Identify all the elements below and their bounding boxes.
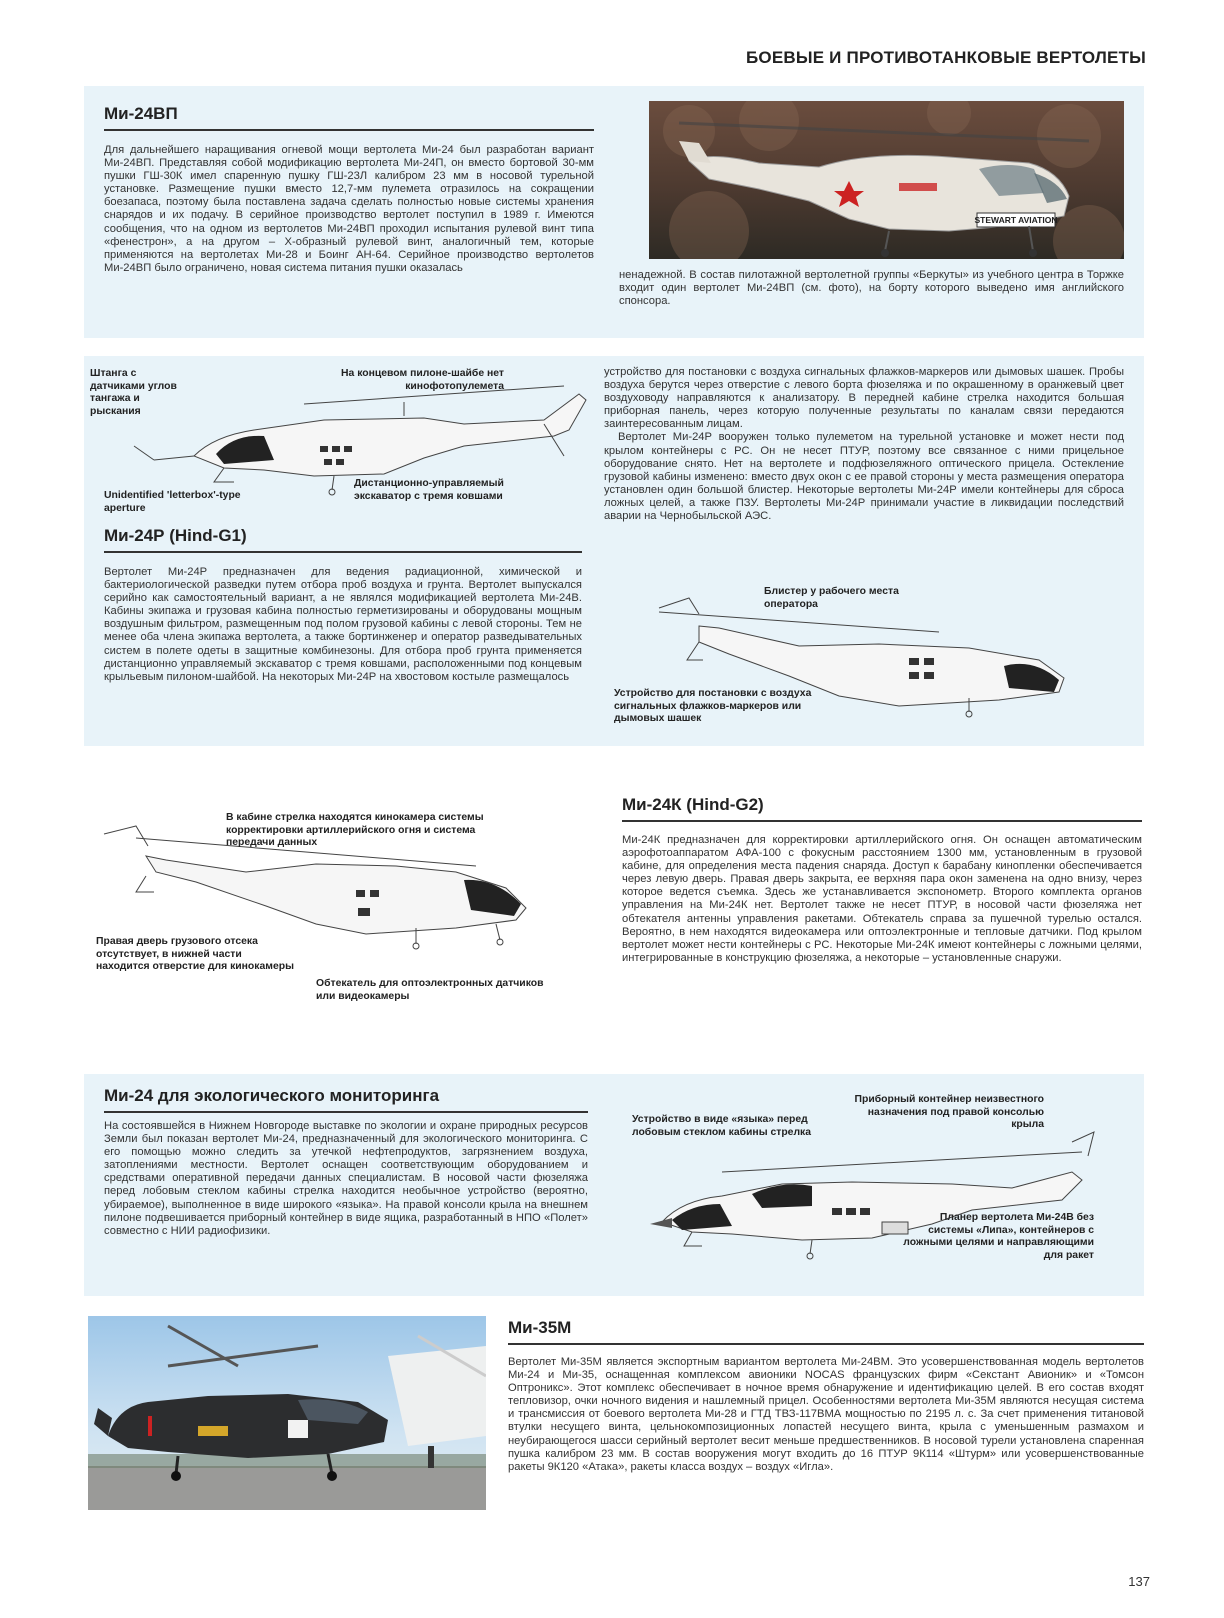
section-title-mi24r: Ми-24Р (Hind-G1)	[104, 526, 582, 553]
mi24vp-photo-image	[649, 101, 1124, 259]
callout-door: Правая дверь грузового отсека отсутствует, в нижней части находится отверстие для кинокамеры	[96, 936, 294, 972]
callout-fairing: Обтекатель для оптоэлектронных датчиков или видеокамеры	[316, 978, 544, 1002]
mi24r-text-right	[604, 366, 1124, 523]
section-title-mi24eco: Ми-24 для экологического мониторинга	[104, 1086, 588, 1113]
page-number: 137	[1128, 1574, 1150, 1589]
running-head: БОЕВЫЕ И ПРОТИВОТАНКОВЫЕ ВЕРТОЛЕТЫ	[746, 48, 1146, 67]
section-title-mi35m: Ми-35М	[508, 1318, 1144, 1345]
callout-blister: Блистер у рабочего места оператора	[764, 586, 899, 610]
callout-excavator: Дистанционно-управляемый экскаватор с тремя ковшами	[354, 478, 504, 502]
mi24r-text-right-p2: Вертолет Ми-24Р вооружен только пулеметом на турельной установке и может нести под крылом контейнеры с РС. Он не несет ПТУР, поэтому все связанное с ними прицельное оборудование снято. Нет на вертолете и подфюзеляжного оптического прицела. Остекление грузовой кабины изменено: вместо двух окон с ее правой стороны у места размещения оператора установлен один большой блистер. Некоторые вертолеты Ми-24Р имели контейнеры для сброса ложных целей, а также ПЗУ. Вертолеты Ми-24Р принимали участие в ликвидации последствий аварии на Чернобыльской АЭС.	[604, 431, 1124, 523]
callout-camera: В кабине стрелка находятся кинокамера системы корректировки артиллерийского огня и система передачи данных	[226, 812, 484, 848]
photo-caption: STEWART AVIATION	[974, 215, 1058, 225]
callout-container: Приборный контейнер неизвестного назначения под правой консолью крыла	[854, 1094, 1044, 1130]
callout-flags: Устройство для постановки с воздуха сигнальных флажков-маркеров или дымовых шашек	[614, 688, 812, 724]
mi24r-text-left: Вертолет Ми-24Р предназначен для ведения радиационной, химической и бактериологической разведки путем отбора проб воздуха и грунта. Вертолет выпускался серийно как самостоятельный вариант, а не являлся модификацией вертолета Ми-24В. Кабины экипажа и грузовая кабина полностью герметизированы и оборудованы мощным воздушным фильтром, размещенным под полом грузовой кабины с левой стороны. Тем не менее оба члена экипажа вертолета, а также бортинженер и оператор разведывательных систем в полете одеты в защитные комбинезоны. Для отбора проб грунта применяется дистанционно управляемый экскаватор с тремя ковшами, расположенными под концевым крыльевым пилоном-шайбой. На некоторых Ми-24Р на хвостовом костыле размещалось	[104, 566, 582, 683]
mi35m-photo-image	[88, 1316, 486, 1510]
mi24eco-text: На состоявшейся в Нижнем Новгороде выставке по экологии и охране природных ресурсов Земли был показан вертолет Ми-24, предназначенный для экологического мониторинга. С его помощью можно следить за утечкой нефтепродуктов, загрязнением воздуха, затоплениями местности. Вертолет оснащен соответствующим оборудованием и средствами оперативной передачи данных специалистам. В носовой части фюзеляжа перед лобовым стеклом кабины стрелка находится необычное устройство (вероятно, убираемое), выполненное в виде широкого «языка». На правой консоли крыла на внешнем пилоне подвешивается приборный контейнер в виде ящика, разработанный в НПО «Полет» совместно с НИИ радиофизики.	[104, 1120, 588, 1237]
panel-mi24vp	[84, 86, 1144, 338]
section-title-mi24vp: Ми-24ВП	[104, 104, 594, 131]
mi24vp-text-right: ненадежной. В состав пилотажной вертолетной группы «Беркуты» из учебного центра в Торжке входит один вертолет Ми-24ВП (см. фото), на борту которого выведено имя английского спонсора.	[619, 269, 1124, 308]
panel-mi24r	[84, 356, 1144, 746]
mi24vp-photo	[649, 101, 1124, 259]
mi24vp-text-left: Для дальнейшего наращивания огневой мощи вертолета Ми-24 был разработан вариант Ми-24ВП. Представляя собой модификацию вертолета Ми-24П, он вместо бортовой 30-мм пушки ГШ-30К имел спаренную пушку ГШ-23Л калибром 23 мм в носовой турельной установке. Размещение пушки вместо 12,7-мм пулемета отразилось на сокращении боезапаса, поэтому была поставлена задача сделать полностью новые системы хранения снарядов и их подачу. В серийное производство вертолет поступил в 1989 г. Имеются сообщения, что на одном из вертолетов Ми-24ВП проходил испытания рулевой винт типа «фенестрон», а на другом – Х-образный рулевой винт, аналогичный тем, которые применяются на вертолетах Ми-28 и Боинг АН-64. Серийное производство вертолетов Ми-24ВП было ограничено, новая система питания пушки оказалась	[104, 144, 594, 274]
callout-boom: Штанга с датчиками углов тангажа и рыскания	[90, 368, 177, 417]
callout-aperture: Unidentified 'letterbox'-type aperture	[104, 490, 241, 514]
mi24k-text: Ми-24К предназначен для корректировки артиллерийского огня. Он оснащен автоматическим аэрофотоаппаратом АФА-100 с фокусным расстоянием 1300 мм, установленным в грузовой кабине, для определения места падения снаряда. Доступ к барабану кинопленки обеспечивается через левую дверь. Правая дверь закрыта, ее верхняя пара окон заменена на одно внизу, через которое ведется съемка. Здесь же устанавливается экспонометр. Второго комплекта органов управления на Ми-24К нет. Вертолет также не несет ПТУР, в носовой части фюзеляжа нет обтекателя антенны управления ракетами. Обтекатель справа за пушечной турелью остался. Вероятно, в нем находятся видеокамера или оптоэлектронные и тепловые датчики. Под крылом вертолет может нести контейнеры с РС. Некоторые Ми-24К имеют контейнеры с ложными целями, интегрированные в конструкцию фюзеляжа, а некоторые – установленные снаружи.	[622, 834, 1142, 964]
mi35m-text: Вертолет Ми-35М является экспортным вариантом вертолета Ми-24ВМ. Это усовершенствованная модель вертолетов Ми-24 и Ми-35, оснащенная комплексом авионики NOCAS французских фирм «Секстант Авионик» и «Томсон Оптроникс». Этот комплекс обеспечивает в ночное время обнаружение и идентификацию целей. В его состав входят тепловизор, очки ночного видения и нашлемный прицел. Особенностями вертолета Ми-35М являются несущая система и трансмиссия от боевого вертолета Ми-28 и ГТД ТВЗ-117ВМА мощностью по 2195 л. с. За счет применения титановой втулки несущего винта, цельнокомпозиционных лопастей несущего винта, крыла с уменьшенным размахом и неубирающегося шасси серийный вертолет весит меньше предшественников. В носовой турели установлена спаренная пушка калибром 23 мм. В состав вооружения могут входить до 16 ПТУР 9К114 «Штурм» или усовершенствованные ракеты 9К120 «Атака», ракеты класса воздух – воздух «Игла».	[508, 1356, 1144, 1473]
panel-mi24eco	[84, 1074, 1144, 1296]
mi24r-text-right-p1: устройство для постановки с воздуха сигнальных флажков-маркеров или дымовых шашек. Пробы воздуха берутся через отверстие с левого борта фюзеляжа и по окрашенному в оранжевый цвет воздуховоду направляются к анализатору. В передней кабине стрелка находится большая приборная панель, через которую полученные результаты по каналам связи передаются заинтересованным лицам.	[604, 366, 1124, 431]
callout-airframe: Планер вертолета Ми-24В без системы «Липа», контейнеров с ложными целями и направляющими для ракет	[903, 1212, 1094, 1261]
callout-tongue: Устройство в виде «языка» перед лобовым стеклом кабины стрелка	[632, 1114, 812, 1138]
callout-pylon: На концевом пилоне-шайбе нет кинофотопулемета	[341, 368, 504, 392]
mi35m-photo	[88, 1316, 486, 1510]
section-title-mi24k: Ми-24К (Hind-G2)	[622, 795, 1142, 822]
